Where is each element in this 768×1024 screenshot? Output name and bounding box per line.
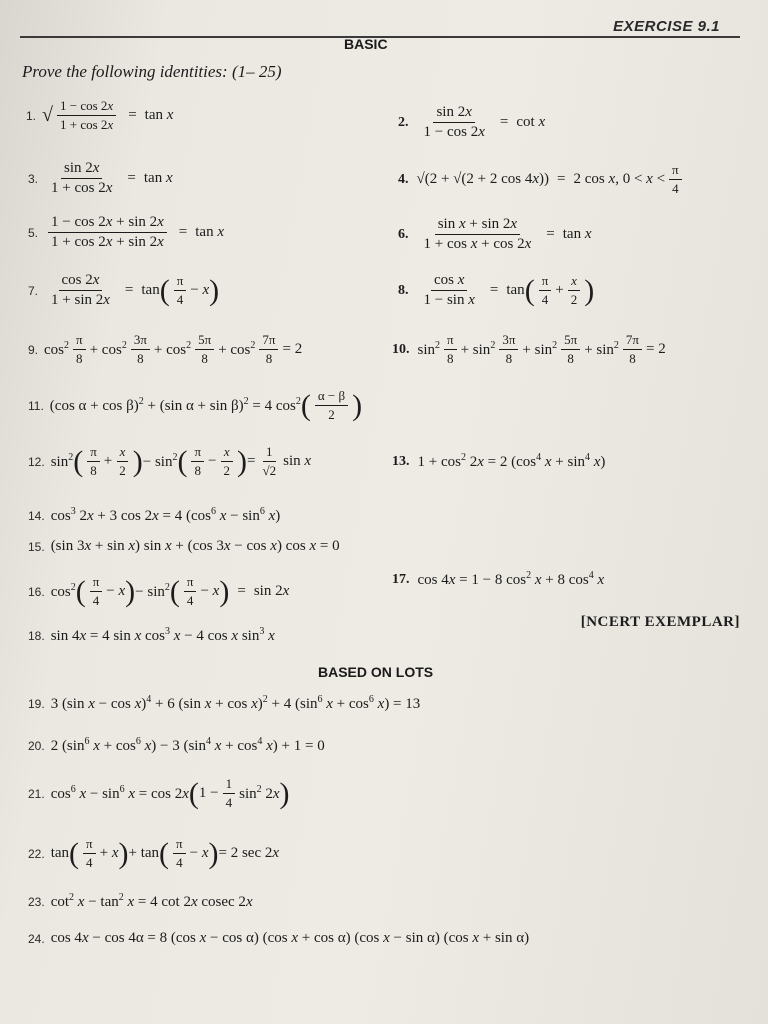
identity-1: 1. √ $\frac{1 - \cos 2x}{1 + \cos 2x}$ = tan x [26,98,174,132]
identity-4: 4. √(2 + √(2 + 2 cos 4x)) = 2 cos x, 0 < x < $\frac{\pi}{4}$ [398,162,686,197]
identity-5: 5. $\frac{1 - \cos 2x + \sin 2x}{1 + \cos 2x + \sin 2x}$ = tan x [28,214,225,250]
identity-19: 19. 3 (sin x − cos x)$^4$ + 6 (sin x + cos x)$^2$ + 4 ($\sin^6$ $x + \cos^6 x) = 13$ [28,694,421,712]
identity-7: 7. $\frac{\cos 2x}{1 + \sin 2x}$ = tan ( $\frac{\pi}{4}$ − x ) [28,272,220,308]
identity-22: 22. tan ( $\frac{\pi}{4}$ + x ) + tan ( $\frac{\pi}{4}$ − x ) = 2 sec 2x [28,836,280,870]
identity-6: 6. $\frac{\text{sin x + sin 2x}}{\text{1 + cos x + cos 2x}}$ = tan x [398,216,592,252]
ncert-exemplar-tag: [NCERT EXEMPLAR] [580,614,740,630]
identity-23: 23. $\cot^2 x - \tan^2 x = 4$ cot 2x cosec 2x [28,892,253,910]
identity-24: 24. cos 4x − cos 4α = 8 (cos x − cos α) (cos x + cos α) (cos x − sin α) (cos x + sin α) [28,930,530,946]
identity-14: 14. $\cos^3 2x + 3$ cos 2x = 4 ($\cos^6$ $x - \sin^6 x$) [28,506,281,524]
identity-12: 12. $\sin^2$ ( $\frac{\pi}{8}$ + $\frac{x}{2}$ ) − $\sin^2$ ( $\frac{\pi}{8}$ − $\frac{x}{2}$ ) = $\frac{1}{√2}$ sin x [28,444,312,478]
section-basic: BASIC [344,36,388,52]
identity-13: 13. $1 + \cos^2 2x = 2$ ($\cos^4$ $x + \sin^4 x$) [392,452,606,470]
identity-18: 18. sin 4x = 4 sin x $\cos^3 x - 4$ cos x $\sin^3 x$ [28,626,275,644]
identity-10: 10. $\sin^2$ $\frac{\pi}{8}$ + $\sin^2$ $\frac{3\pi}{8}$ + $\sin^2$ $\frac{5\pi}{8}$ + $\sin^2$ $\frac{7\pi}{8}$ = 2 [392,332,666,366]
exercise-title: EXERCISE 9.1 [613,18,720,35]
identity-11: 11. (cos α + cos β)$^2$ + (sin α + sin β)$^2$ = 4 $\cos^2$ ( $\frac{\alpha - \beta}{2}$ ) [28,388,363,422]
identity-9: 9. $\cos^2$ $\frac{\pi}{8}$ + $\cos^2$ $\frac{3\pi}{8}$ + $\cos^2$ $\frac{5\pi}{8}$ + $\cos^2$ $\frac{7\pi}{8}$ = 2 [28,332,303,366]
identity-2: 2. $\frac{\sin 2x}{1 - \cos 2x}$ = cot x [398,104,546,140]
identity-17: 17. cos 4x = 1 − 8 $\cos^2 x + 8$ $\cos^4 x$ [392,570,605,588]
identity-16: 16. $\cos^2$ ( $\frac{\pi}{4}$ − x ) − $\sin^2$ ( $\frac{\pi}{4}$ − x ) = sin 2x [28,574,290,608]
identity-20: 20. 2 ($\sin^6$ $x + \cos^6 x) - 3$ ($\sin^4$ $x + \cos^4 x) + 1 = 0$ [28,736,325,754]
intro-text: Prove the following identities: (1– 25) [22,62,282,81]
identity-8: 8. $\frac{\text{cos x}}{\text{1 − sin x}}$ = tan ( $\frac{\pi}{4}$ + $\frac{x}{2}$ ) [398,272,595,308]
section-lots: BASED ON LOTS [318,664,434,680]
identity-15: 15. (sin 3x + sin x) sin x + (cos 3x − cos x) cos x = 0 [28,538,340,554]
identity-3: 3. $\frac{\sin 2x}{1 + \cos 2x}$ = tan x [28,160,173,196]
identity-21: 21. $\cos^6 x - \sin^6 x = \cos 2x$ ( 1 − $\frac{1}{4}$ $\sin^2 2x$ ) [28,776,290,810]
